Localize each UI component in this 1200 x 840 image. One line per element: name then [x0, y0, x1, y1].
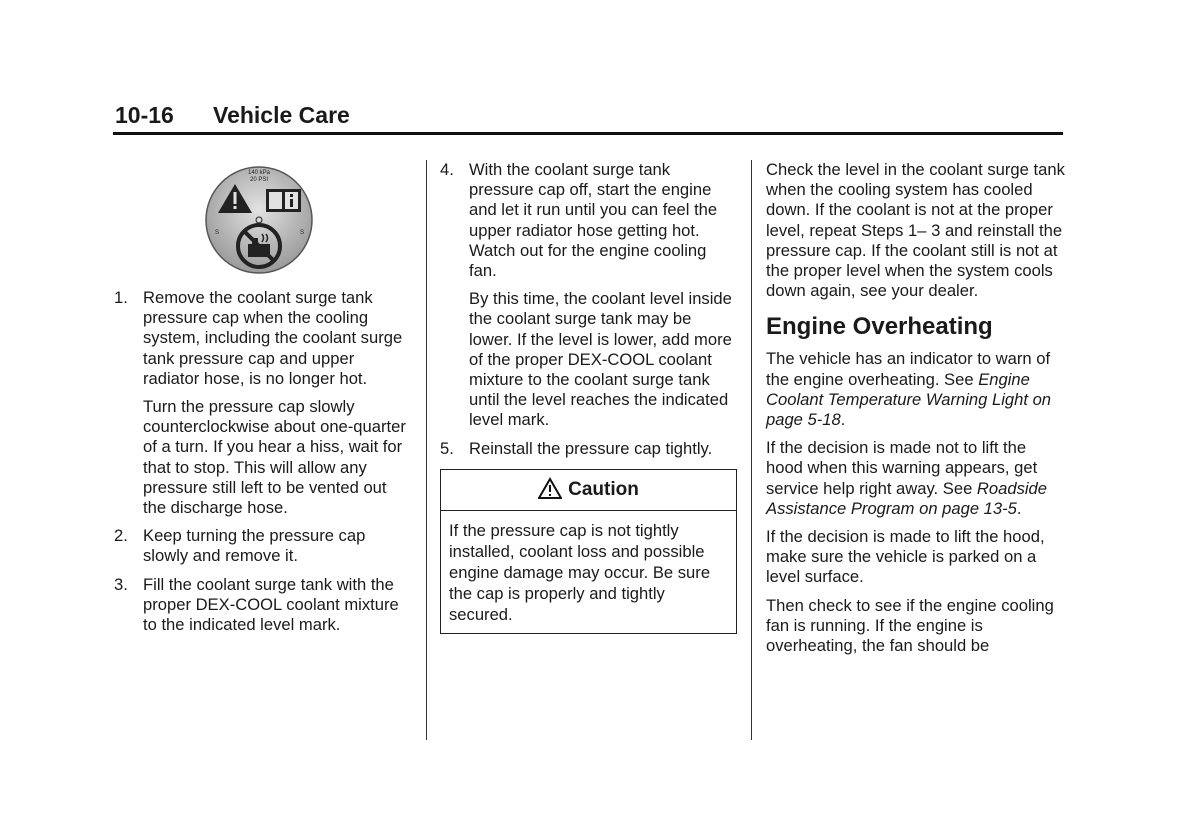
step-text: Reinstall the pressure cap tightly.: [469, 438, 713, 458]
paragraph-text: The vehicle has an indicator to warn of the engine overheating. See: [766, 349, 1051, 389]
step-5: [440, 439, 737, 459]
paragraph: [766, 438, 1066, 519]
pressure-cap-illustration: [204, 164, 314, 276]
step-text: Turn the pressure cap slowly counterclockwise about one-quarter of a turn. If you hear a hiss, wait for that to stop. This will allow any pressure still left to be vented out the discharge hose.: [143, 397, 406, 518]
caution-title: Caution: [568, 478, 639, 500]
step-number: 1.: [114, 288, 128, 307]
page-header: [113, 100, 1063, 135]
step-text: Fill the coolant surge tank with the proper DEX-COOL coolant mixture to the indicated level mark.: [143, 574, 399, 635]
column-middle: [440, 160, 737, 634]
column-divider: [426, 160, 427, 740]
column-left: [114, 160, 414, 643]
cross-reference: Engine Coolant Temperature Warning Light on page 5-18: [766, 369, 1052, 430]
section-heading: Engine Overheating: [766, 313, 993, 341]
step-3: [114, 575, 414, 636]
paragraph: Check the level in the coolant surge tank when the cooling system has cooled down. If the coolant is not at the proper level, repeat Steps 1– 3 and reinstall the pressure cap. If the coolant still is not at the proper level when the system cools down again, see your dealer.: [766, 160, 1065, 301]
paragraph: Then check to see if the engine cooling fan is running. If the engine is overheating, the fan should be: [766, 595, 1054, 656]
step-4: [440, 160, 737, 431]
column-divider: [751, 160, 752, 740]
cap-mark-right: S: [300, 230, 305, 236]
step-1: [114, 288, 414, 518]
cross-reference: Roadside Assistance Program on page 13-5: [766, 478, 1048, 518]
step-text: Remove the coolant surge tank pressure cap when the cooling system, including the coolant surge tank pressure cap and upper radiator hose, is no longer hot.: [143, 288, 403, 388]
paragraph: If the decision is made to lift the hood, make sure the vehicle is parked on a level surface.: [766, 527, 1045, 587]
cap-mark-left: S: [215, 230, 220, 236]
paragraph-text: .: [1016, 498, 1022, 518]
step-text: Keep turning the pressure cap slowly and remove it.: [143, 526, 366, 566]
step-2: [114, 526, 414, 566]
caution-text: If the pressure cap is not tightly installed, coolant loss and possible engine damage may occur. Be sure the cap is properly and tightly secured.: [449, 520, 711, 624]
step-number: 2.: [114, 526, 128, 546]
caution-header: [441, 470, 736, 511]
section-title: Vehicle Care: [213, 102, 350, 128]
step-text: With the coolant surge tank pressure cap off, start the engine and let it run until you can feel the upper radiator hose getting hot. Watch out for the engine cooling fan.: [469, 160, 718, 281]
step-number: 4.: [440, 160, 454, 179]
pressure-rating-psi: 20 PSI: [249, 177, 269, 183]
column-right: [766, 160, 1066, 664]
paragraph-text: .: [840, 410, 846, 430]
pressure-rating-kpa: 140 kPa: [247, 170, 271, 176]
caution-warning-icon: [538, 477, 562, 499]
step-number: 5.: [440, 438, 454, 458]
page-number: 10-16: [115, 102, 174, 128]
paragraph-text: If the decision is made not to lift the hood when this warning appears, get service help right away. See: [766, 438, 1038, 498]
step-number: 3.: [114, 574, 128, 594]
caution-box: [440, 469, 737, 634]
step-text: By this time, the coolant level inside the coolant surge tank may be lower. If the level is lower, add more of the proper DEX-COOL coolant mixture to the coolant surge tank until the level reaches the indicated level mark.: [469, 289, 732, 430]
manual-book-icon: [266, 189, 301, 212]
paragraph: [766, 349, 1066, 430]
